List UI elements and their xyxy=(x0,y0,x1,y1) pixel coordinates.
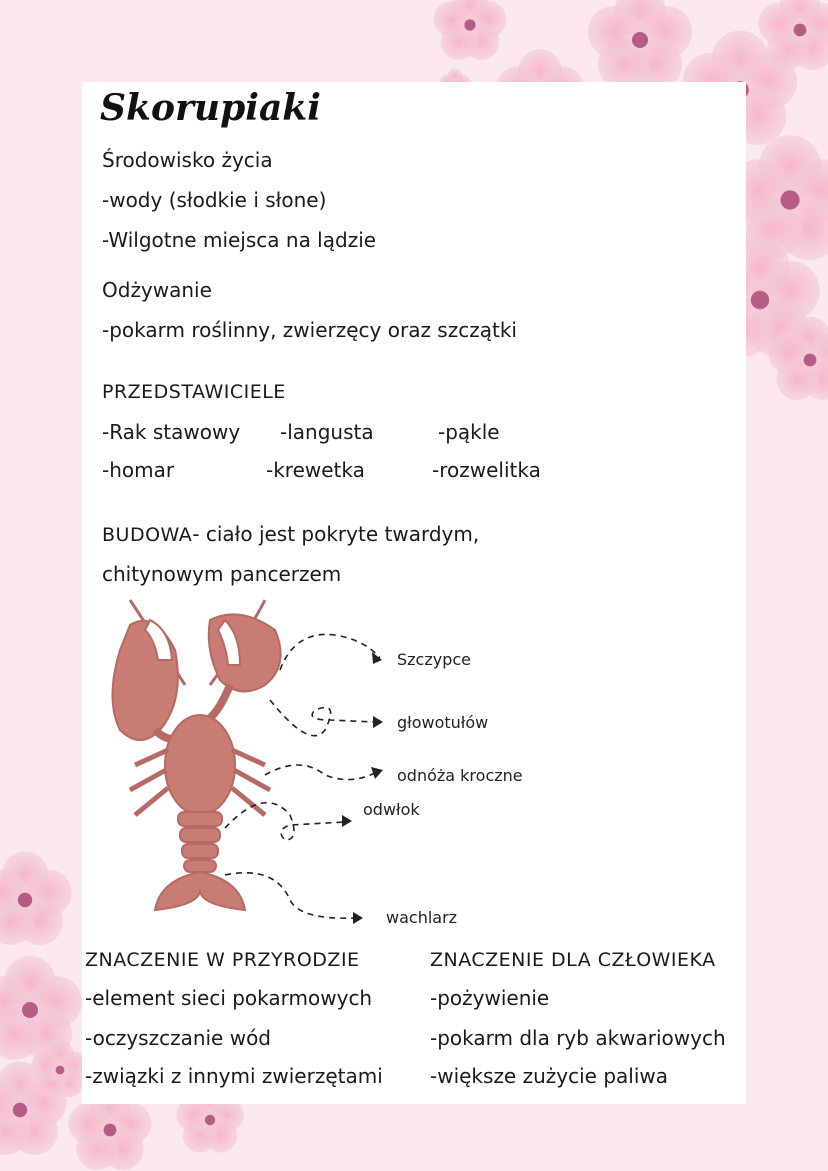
label-glowotulow: głowotułów xyxy=(397,713,489,732)
representative-item: -langusta xyxy=(280,420,374,444)
representative-item: -rozwelitka xyxy=(432,458,541,482)
nutrition-heading: Odżywanie xyxy=(102,278,212,302)
structure-line-2: chitynowym pancerzem xyxy=(102,562,342,586)
representative-item: -krewetka xyxy=(266,458,365,482)
lobster-illustration xyxy=(90,590,510,930)
human-item: -pokarm dla ryb akwariowych xyxy=(430,1026,726,1050)
nature-item: -oczyszczanie wód xyxy=(85,1026,272,1050)
habitat-heading: Środowisko życia xyxy=(102,148,273,172)
label-szczypce: Szczypce xyxy=(397,650,472,669)
habitat-item: -Wilgotne miejsca na lądzie xyxy=(102,228,377,252)
nutrition-item: -pokarm roślinny, zwierzęcy oraz szczątki xyxy=(102,318,517,342)
human-item: -pożywienie xyxy=(430,986,550,1010)
representative-item: -pąkle xyxy=(438,420,500,444)
nature-item: -element sieci pokarmowych xyxy=(85,986,373,1010)
nature-item: -związki z innymi zwierzętami xyxy=(85,1064,383,1088)
label-odnoza-kroczne: odnóża kroczne xyxy=(397,766,523,785)
label-wachlarz: wachlarz xyxy=(386,908,458,927)
human-significance-heading: ZNACZENIE DLA CZŁOWIEKA xyxy=(430,949,716,971)
label-odwlok: odwłok xyxy=(363,800,420,819)
representatives-heading: PRZEDSTAWICIELE xyxy=(102,381,286,403)
representative-item: -homar xyxy=(102,458,175,482)
nature-significance-heading: ZNACZENIE W PRZYRODZIE xyxy=(85,949,360,971)
structure-heading: BUDOWA xyxy=(102,524,193,546)
structure-text: - ciało jest pokryte twardym, xyxy=(192,522,480,546)
structure-line xyxy=(102,522,479,547)
representative-item: -Rak stawowy xyxy=(102,420,241,444)
page-title: Skorupiaki xyxy=(100,87,321,129)
human-item: -większe zużycie paliwa xyxy=(430,1064,668,1088)
habitat-item: -wody (słodkie i słone) xyxy=(102,188,327,212)
